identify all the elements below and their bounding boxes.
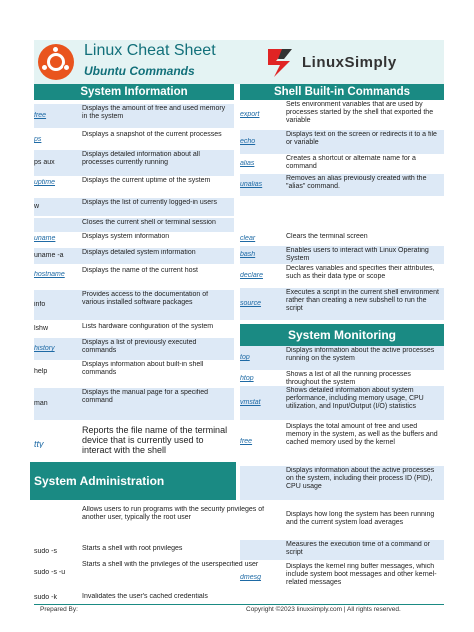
- system-monitoring-command[interactable]: top: [240, 354, 250, 361]
- system-monitoring-row: [240, 346, 444, 370]
- shell-builtin-command[interactable]: source: [240, 300, 262, 307]
- shell-builtin-description: Enables users to interact with Linux Operating System: [286, 247, 429, 263]
- shell-builtin-row: [240, 264, 444, 288]
- prepared-by: Prepared By:: [40, 606, 78, 613]
- shell-builtin-command[interactable]: echo: [240, 138, 256, 145]
- system-monitoring-description: Displays information about the active processes running on the system: [286, 347, 435, 363]
- system-info-row: [34, 360, 234, 384]
- system-monitoring-command[interactable]: free: [240, 438, 253, 445]
- system-admin-row: [34, 592, 270, 604]
- system-info-row: [34, 424, 234, 464]
- system-monitoring-description: Shows detailed information about system performance, including memory usage, CPU utilization, and Input/Output (I/O) statistics: [286, 387, 424, 411]
- linuxsimply-logo-icon: [262, 45, 298, 79]
- system-info-description: Displays the amount of free and used memory in the system: [82, 105, 226, 121]
- shell-builtin-command[interactable]: export: [240, 111, 260, 118]
- system-monitoring-row: [240, 540, 444, 560]
- system-info-command[interactable]: uptime: [34, 179, 56, 186]
- shell-builtin-command[interactable]: unalias: [240, 181, 263, 188]
- system-monitoring-row: [240, 510, 444, 540]
- system-info-description: Displays detailed information about all processes currently running: [82, 151, 200, 167]
- system-info-description: Displays the list of currently logged-in users: [82, 199, 218, 206]
- section-shell-builtin: Shell Built-in Commands: [240, 84, 444, 100]
- system-info-command[interactable]: hostname: [34, 271, 65, 278]
- shell-builtin-row: [240, 154, 444, 174]
- system-info-row: [34, 130, 234, 150]
- shell-builtin-command[interactable]: declare: [240, 272, 263, 279]
- system-info-description: Displays a snapshot of the current processes: [82, 131, 222, 138]
- system-monitoring-row: [240, 466, 444, 500]
- system-info-row: [34, 388, 234, 420]
- section-system-information: System Information: [34, 84, 234, 100]
- system-info-command: uname -a: [34, 252, 64, 259]
- system-monitoring-command[interactable]: vmstat: [240, 399, 261, 406]
- system-monitoring-command[interactable]: htop: [240, 375, 254, 382]
- system-monitoring-row: [240, 562, 444, 594]
- system-info-description: Displays detailed system information: [82, 249, 196, 256]
- system-info-row: [34, 338, 234, 360]
- shell-builtin-description: Creates a shortcut or alternate name for a command: [286, 155, 416, 171]
- system-admin-description: Starts a shell with the privileges of the userspecified user: [82, 561, 259, 568]
- system-info-description: Displays the current uptime of the system: [82, 177, 211, 184]
- cheat-sheet-header: [34, 40, 444, 84]
- system-info-description: Displays a list of previously executed commands: [82, 339, 197, 355]
- system-info-command[interactable]: history: [34, 345, 55, 352]
- system-monitoring-row: [240, 386, 444, 420]
- system-info-command[interactable]: tty: [34, 440, 44, 449]
- system-info-description: Displays information about built-in shell commands: [82, 361, 204, 377]
- system-info-command: ps aux: [34, 159, 55, 166]
- shell-builtin-row: [240, 130, 444, 154]
- system-info-row: [34, 176, 234, 190]
- shell-builtin-row: [240, 288, 444, 320]
- system-monitoring-row: [240, 422, 444, 462]
- system-info-row: [34, 266, 234, 284]
- system-info-description: Displays the manual page for a specified command: [82, 389, 209, 405]
- shell-builtin-description: Sets environment variables that are used by processes started by the shell that exported the variable: [286, 101, 434, 125]
- system-monitoring-description: Displays the kernel ring buffer messages, which include system boot messages and other kernel-related messages: [286, 563, 437, 587]
- system-info-description: Closes the current shell or terminal session: [82, 219, 216, 226]
- system-admin-row: [34, 560, 270, 586]
- shell-builtin-description: Displays text on the screen or redirects it to a file or variable: [286, 131, 437, 147]
- shell-builtin-row: [240, 232, 444, 246]
- system-monitoring-description: Displays how long the system has been running and the current system load averages: [286, 511, 435, 527]
- system-info-description: Lists hardware configuration of the system: [82, 323, 214, 330]
- shell-builtin-description: Declares variables and specifies their attributes, such as their data type or scope: [286, 265, 435, 281]
- system-info-description: Displays the name of the current host: [82, 267, 198, 274]
- system-admin-command: sudo -k: [34, 594, 57, 601]
- shell-builtin-row: [240, 246, 444, 264]
- section-system-administration: System Administration: [30, 462, 236, 500]
- page-subtitle: Ubuntu Commands: [84, 64, 195, 78]
- system-info-row: [34, 290, 234, 320]
- system-info-command: help: [34, 368, 48, 375]
- system-info-command[interactable]: uname: [34, 235, 56, 242]
- system-info-command: w: [34, 203, 40, 210]
- shell-builtin-command[interactable]: clear: [240, 235, 256, 242]
- system-monitoring-command[interactable]: dmesg: [240, 574, 262, 581]
- system-info-command: lshw: [34, 325, 49, 332]
- shell-builtin-row: [240, 100, 444, 130]
- system-info-command[interactable]: free: [34, 112, 47, 119]
- ubuntu-logo-icon: [38, 44, 74, 80]
- system-info-description: Displays system information: [82, 233, 170, 240]
- page-title: Linux Cheat Sheet: [84, 42, 216, 59]
- system-info-description: Reports the file name of the terminal device that is currently used to interact with the shell: [82, 425, 228, 455]
- system-info-description: Provides access to the documentation of various installed software packages: [82, 291, 209, 307]
- shell-builtin-command[interactable]: bash: [240, 251, 256, 258]
- copyright-text: Copyright ©2023 linuxsimply.com | All rights reserved.: [246, 606, 401, 613]
- system-monitoring-description: Displays the total amount of free and used memory in the system, as well as the buffers and cached memory used by the kernel: [286, 423, 438, 447]
- system-monitoring-description: Shows a list of all the running processes throughout the system: [286, 371, 411, 387]
- section-system-monitoring: System Monitoring: [240, 324, 444, 346]
- system-admin-description: Invalidates the user's cached credentials: [82, 593, 208, 600]
- brand-name: LinuxSimply: [302, 54, 397, 71]
- system-monitoring-description: Measures the execution time of a command or script: [286, 541, 430, 557]
- shell-builtin-row: [240, 174, 444, 196]
- system-admin-description: Starts a shell with root privileges: [82, 545, 183, 552]
- system-info-row: [34, 198, 234, 216]
- system-info-row: [34, 248, 234, 264]
- system-info-row: [34, 232, 234, 246]
- system-info-row: [34, 218, 234, 232]
- system-admin-description: Allows users to run programs with the security privileges of another user, typically the root user: [82, 506, 265, 522]
- system-admin-command: sudo -s -u: [34, 569, 66, 576]
- shell-builtin-description: Executes a script in the current shell environment rather than creating a new subshell to run the script: [286, 289, 439, 313]
- shell-builtin-description: Clears the terminal screen: [286, 233, 368, 240]
- system-admin-command: sudo -s: [34, 548, 57, 555]
- system-admin-row: [34, 544, 270, 560]
- system-info-command[interactable]: ps: [34, 136, 42, 143]
- shell-builtin-command[interactable]: alias: [240, 160, 255, 167]
- system-info-command: info: [34, 301, 46, 308]
- system-info-command: man: [34, 400, 48, 407]
- shell-builtin-description: Removes an alias previously created with the "alias" command.: [286, 175, 427, 191]
- system-info-row: [34, 150, 234, 176]
- page-footer: [34, 604, 444, 614]
- system-info-row: [34, 322, 234, 336]
- system-info-row: [34, 104, 234, 128]
- system-admin-row: [34, 505, 270, 545]
- system-monitoring-description: Displays information about the active processes on the system, including their process ID (PID), CPU usage: [286, 467, 435, 491]
- brand-logo: [262, 45, 442, 79]
